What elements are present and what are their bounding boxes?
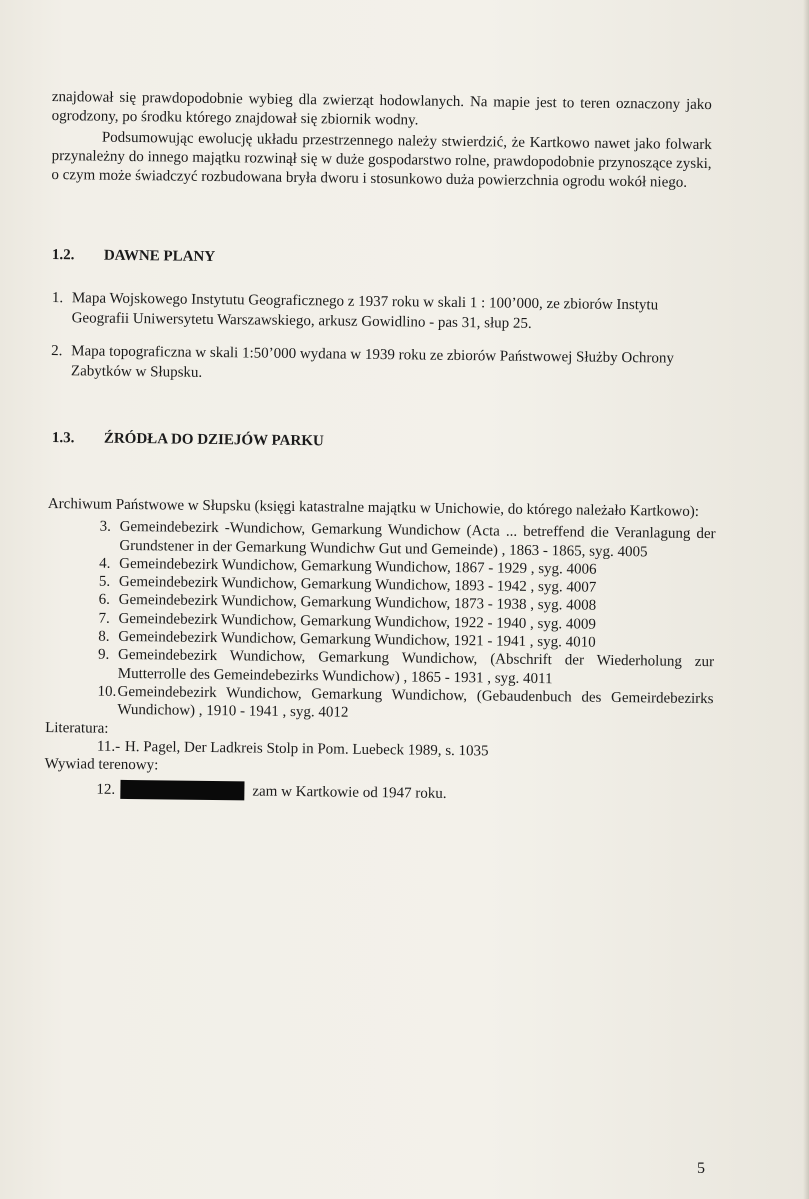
list-item-number: 6. bbox=[98, 592, 111, 609]
list-item-number: 3. bbox=[99, 518, 111, 536]
list-item-number: 5. bbox=[98, 573, 111, 590]
list-item-number: 9. bbox=[97, 646, 110, 664]
list-item-text: Gemeindebezirk Wundichow, Gemarkung Wundichow, 1893 - 1942 , syg. 4007 bbox=[118, 574, 597, 596]
list-item-text: Gemeindebezirk Wundichow, Gemarkung Wundichow, (Gebaudenbuch des Gemeirdebezirks Wundichow) , 1910 - 1941 , syg. 4012 bbox=[117, 683, 714, 721]
list-item-text: zam w Kartkowie od 1947 roku. bbox=[252, 783, 447, 802]
literature-label: Literatura: bbox=[45, 719, 109, 737]
section-number: 1.2. bbox=[51, 247, 75, 264]
redaction-bar bbox=[120, 780, 244, 801]
list-item-number: 2. bbox=[51, 342, 63, 360]
list-item-text: Mapa topograficzna w skali 1:50’000 wydana w 1939 roku ze zbiorów Państwowej Służby Ochrony Zabytków w Słupsku. bbox=[70, 343, 675, 381]
paragraph-2: Podsumowując ewolucję układu przestrzennego należy stwierdzić, że Kartkowo nawet jako folwark przynależny do innego majątku rozwinął się w duże gospodarstwo rolne, prawdopodobnie przynoszące zyski, o czym może świadczyć rozbudowana bryła dworu i stosunkowo duża powierzchnia ogrodu wokół niego. bbox=[51, 129, 712, 191]
list-item-number: 7. bbox=[98, 610, 110, 627]
list-item-text: Gemeindebezirk Wundichow, Gemarkung Wundichow, 1922 - 1940 , syg. 4009 bbox=[118, 610, 597, 633]
list-item bbox=[52, 288, 717, 336]
section-title: ŹRÓDŁA DO DZIEJÓW PARKU bbox=[103, 430, 324, 450]
section-heading-1-2 bbox=[52, 247, 215, 266]
page-number: 5 bbox=[697, 1160, 705, 1177]
list-item-number: 1. bbox=[51, 289, 64, 307]
list-item-text: Gemeindebezirk Wundichow, Gemarkung Wundichow, 1921 - 1941 , syg. 4010 bbox=[118, 628, 596, 651]
list-item-number: 8. bbox=[98, 628, 110, 645]
list-item-text: Gemeindebezirk Wundichow, Gemarkung Wundichow, 1873 - 1938 , syg. 4008 bbox=[118, 592, 597, 615]
list-item-number: 11.- bbox=[96, 738, 121, 755]
section-heading-1-3 bbox=[52, 430, 324, 450]
list-item-text: Gemeindebezirk Wundichow, Gemarkung Wundichow, 1867 - 1929 , syg. 4006 bbox=[119, 555, 597, 578]
list-item bbox=[51, 341, 716, 389]
list-item-text: Gemeindebezirk Wundichow, Gemarkung Wundichow, (Abschrift der Wiederholung zur Mutterrolle des Gemeindebezirks Wundichow) , 1865 - 1931 , syg. 4011 bbox=[117, 647, 715, 687]
list-item-text: H. Pagel, Der Ladkreis Stolp in Pom. Luebeck 1989, s. 1035 bbox=[124, 738, 489, 760]
list-item-number: 4. bbox=[99, 555, 111, 572]
section-number: 1.3. bbox=[51, 430, 75, 447]
archive-intro: Archiwum Państwowe w Słupsku (księgi katastralne majątku w Unichowie, do którego należało Kartkowo): bbox=[47, 495, 700, 520]
section-title: DAWNE PLANY bbox=[103, 247, 216, 265]
list-item bbox=[44, 779, 712, 806]
sources-block bbox=[44, 495, 716, 807]
list-item-number: 12. bbox=[96, 781, 116, 798]
list-item-number: 10. bbox=[97, 683, 117, 700]
interview-label: Wywiad terenowy: bbox=[44, 756, 159, 774]
list-item-text: Mapa Wojskowego Instytutu Geograficznego z 1937 roku w skali 1 : 100’000, ze zbiorów Instytu Geografii Uniwersytetu Warszawskiego, arkusz Gowidlino - pas 31, słup 25. bbox=[71, 290, 659, 332]
plans-list bbox=[51, 288, 717, 402]
paragraph-1: znajdował się prawdopodobnie wybieg dla zwierząt hodowlanych. Na mapie jest to teren oznaczony jako ogrodzony, po środku którego znajdował się zbiornik wodny. bbox=[51, 88, 712, 129]
list-item-text: Gemeindebezirk -Wundichow, Gemarkung Wundichow (Acta ... betreffend die Veranlagung der Grundstener in der Gemarkung Wundichw Gut und Gemeinde) , 1863 - 1865, syg. 4005 bbox=[119, 519, 716, 560]
